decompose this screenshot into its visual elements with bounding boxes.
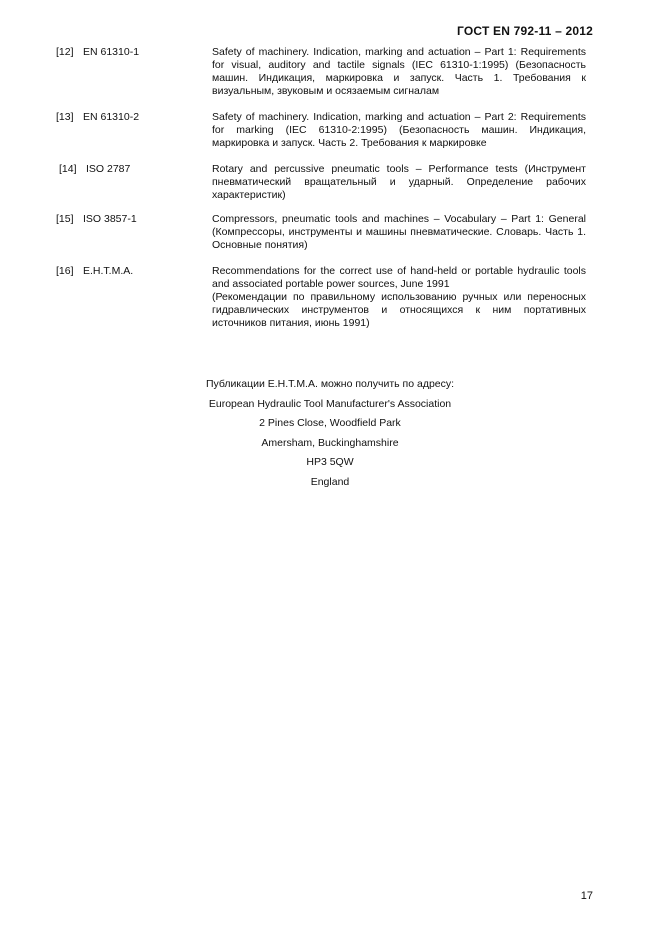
reference-number: [14] bbox=[59, 163, 77, 175]
address-postcode: HP3 5QW bbox=[306, 456, 354, 468]
address-street: 2 Pines Close, Woodfield Park bbox=[259, 417, 401, 429]
reference-item bbox=[56, 111, 586, 150]
reference-text-translation: (Рекомендации по правильному использованию ручных или переносных гидравлических инструментов и относящихся к ним портативных источников питания, июнь 1991) bbox=[212, 291, 586, 329]
reference-code: EN 61310-1 bbox=[83, 46, 140, 58]
reference-number: [16] bbox=[56, 265, 74, 277]
reference-code: EN 61310-2 bbox=[83, 111, 140, 123]
reference-item bbox=[56, 163, 586, 202]
reference-text: Recommendations for the correct use of hand-held or portable hydraulic tools and associated portable power sources, June 1991 bbox=[212, 265, 586, 290]
reference-item bbox=[56, 265, 586, 330]
page-number: 17 bbox=[580, 890, 593, 902]
address-block bbox=[170, 378, 490, 495]
reference-number: [13] bbox=[56, 111, 74, 123]
reference-code: ISO 3857-1 bbox=[83, 213, 137, 225]
address-intro: Публикации E.H.T.M.A. можно получить по адресу: bbox=[205, 378, 455, 390]
address-organization: European Hydraulic Tool Manufacturer's Association bbox=[208, 397, 452, 410]
reference-text: Rotary and percussive pneumatic tools – Performance tests (Инструмент пневматический вращательный и ударный. Определение рабочих характеристик) bbox=[212, 163, 586, 201]
reference-item bbox=[56, 213, 586, 252]
address-city: Amersham, Buckinghamshire bbox=[261, 436, 399, 449]
reference-text: Compressors, pneumatic tools and machines – Vocabulary – Part 1: General (Компрессоры, инструменты и машины пневматические. Словарь. Часть 1. Основные понятия) bbox=[212, 213, 586, 251]
reference-item bbox=[56, 46, 586, 98]
address-country: England bbox=[310, 475, 350, 488]
reference-number: [15] bbox=[56, 213, 74, 225]
reference-text: Safety of machinery. Indication, marking and actuation – Part 1: Requirements for visual, auditory and tactile signals (IEC 61310-1:1995) (Безопасность машин. Индикация, маркировка и запуск. Часть 1. Требования к визуальным, звуковым и осязаемым сигналам bbox=[212, 46, 586, 97]
reference-number: [12] bbox=[56, 46, 74, 58]
reference-code: E.H.T.M.A. bbox=[83, 265, 134, 277]
reference-text: Safety of machinery. Indication, marking and actuation – Part 2: Requirements for marking (IEC 61310-2:1995) (Безопасность машин. Индикация, маркировка и запуск. Часть 2. Требования к маркировке bbox=[212, 111, 586, 149]
document-header: ГОСТ EN 792-11 – 2012 bbox=[457, 24, 593, 38]
reference-code: ISO 2787 bbox=[86, 163, 131, 175]
